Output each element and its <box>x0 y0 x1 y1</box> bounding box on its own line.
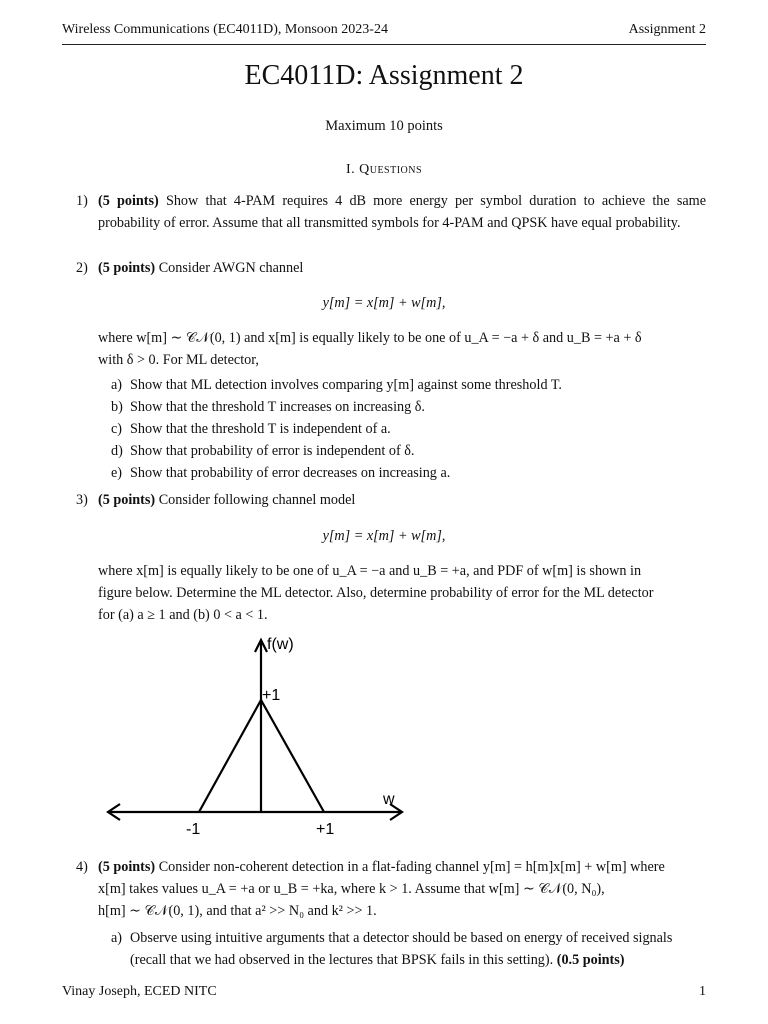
q4-part-a-label: a) <box>111 930 123 946</box>
q3-number: 3) <box>76 492 88 508</box>
q3-intro-text: Consider following channel model <box>158 492 356 508</box>
q3-where-line1: where x[m] is equally likely to be one of u_A = −a and u_B = +a, and PDF of w[m] is shown in <box>98 563 642 579</box>
q2-intro <box>98 257 706 279</box>
q2-part-text: Show that probability of error is independent of δ. <box>130 443 415 459</box>
q2-where-line1: where w[m] ∼ 𝒞𝒩(0, 1) and x[m] is equally likely to be one of u_A = −a + δ and u_B = +a + δ <box>98 330 642 346</box>
q2-part-text: Show that ML detection involves comparing y[m] against some threshold T. <box>130 377 562 393</box>
q4-line1-text: Consider non-coherent detection in a flat-fading channel y[m] = h[m]x[m] + w[m] where <box>158 859 665 875</box>
q4-line2: x[m] takes values u_A = +a or u_B = +ka, where k > 1. Assume that w[m] ∼ 𝒞𝒩(0, N₀), <box>98 881 605 897</box>
q2-equation: y[m] = x[m] + w[m], <box>322 295 446 311</box>
page-number: 1 <box>699 984 706 999</box>
footer-author: Vinay Joseph, ECED NITC <box>62 984 217 999</box>
section-heading <box>0 162 768 178</box>
q3-where-line2: figure below. Determine the ML detector. Also, determine probability of error for the ML detector <box>98 585 654 601</box>
header-rule <box>62 44 706 45</box>
q4-part-a-line1: Observe using intuitive arguments that a detector should be based on energy of received signals <box>130 930 673 946</box>
q2-part-label: e) <box>111 465 123 481</box>
q3-equation: y[m] = x[m] + w[m], <box>322 528 446 544</box>
section-name: Questions <box>359 162 423 177</box>
q2-points: (5 points) <box>98 260 156 276</box>
w-axis-label: w <box>383 791 395 808</box>
q2-part-label: c) <box>111 421 123 437</box>
pdf-triangle-figure <box>100 632 410 842</box>
running-header-right: Assignment 2 <box>628 22 706 37</box>
q4-part-a-line2 <box>130 949 706 971</box>
document-subtitle: Maximum 10 points <box>325 118 443 134</box>
q3-intro <box>98 489 706 511</box>
running-header-left: Wireless Communications (EC4011D), Monsoon 2023-24 <box>62 22 388 37</box>
q4-line3: h[m] ∼ 𝒞𝒩(0, 1), and that a² >> N₀ and k² >> 1. <box>98 903 377 919</box>
q2-part-text: Show that probability of error decreases on increasing a. <box>130 465 451 481</box>
q1-text <box>98 190 706 234</box>
q2-intro-text: Consider AWGN channel <box>158 260 304 276</box>
q4-part-a-line2-text: (recall that we had observed in the lectures that BPSK fails in this setting). <box>130 952 554 968</box>
peak-label: +1 <box>262 687 281 704</box>
q1-points: (5 points) <box>98 193 159 209</box>
right-tick-label: +1 <box>316 821 335 838</box>
section-numeral: I. <box>345 162 356 177</box>
q2-part-text: Show that the threshold T increases on increasing δ. <box>130 399 425 415</box>
q2-part-label: a) <box>111 377 123 393</box>
q2-part-label: b) <box>111 399 123 415</box>
q4-points: (5 points) <box>98 859 156 875</box>
q4-line1 <box>98 856 706 878</box>
q2-part-label: d) <box>111 443 123 459</box>
q2-part-text: Show that the threshold T is independent of a. <box>130 421 391 437</box>
q4-part-a-points: (0.5 points) <box>556 952 625 968</box>
f-axis-label: f(w) <box>267 636 294 653</box>
q2-where-line2: with δ > 0. For ML detector, <box>98 352 259 368</box>
q1-body: Show that 4-PAM requires 4 dB more energy per symbol duration to achieve the same probability of error. Assume that all transmitted symbols for 4-PAM and QPSK have equal probability. <box>98 193 707 232</box>
q2-number: 2) <box>76 260 88 276</box>
left-tick-label: -1 <box>186 821 201 838</box>
q3-points: (5 points) <box>98 492 156 508</box>
document-title: EC4011D: Assignment 2 <box>244 60 524 91</box>
q3-where-line3: for (a) a ≥ 1 and (b) 0 < a < 1. <box>98 607 268 623</box>
q1-number: 1) <box>76 193 88 209</box>
q4-number: 4) <box>76 859 88 875</box>
